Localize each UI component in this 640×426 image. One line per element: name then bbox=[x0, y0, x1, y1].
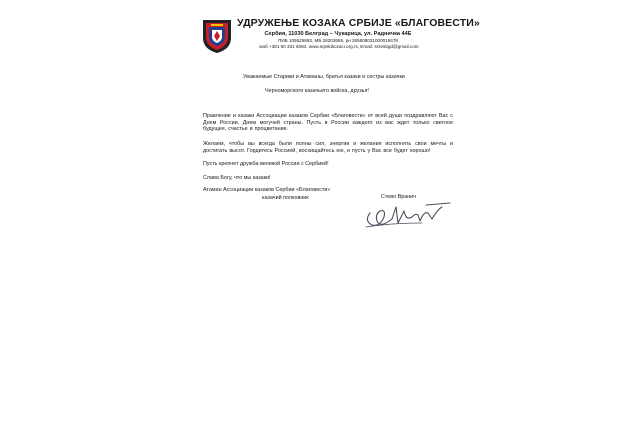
salutation-line-2: Черноморского казачьего войска, друзья! bbox=[265, 88, 369, 94]
org-address: Сербия, 11030 Белград – Чукарица, ул. Радничка 44Е bbox=[264, 31, 412, 37]
org-name: УДРУЖЕЊЕ КОЗАКА СРБИЈЕ «БЛАГОВЕСТИ» bbox=[237, 17, 480, 29]
signatory-name: Стево Вранич bbox=[381, 194, 416, 200]
salutation: Уважаемые Старики и Атаманы, братья казаки и сестры казачки bbox=[243, 74, 405, 80]
paragraph-greeting: Правление и казаки Ассоциации казаков Сербии «Благовести» от всей души поздравляют Вас с Днем России, Днем могучей страны. Пусть в России каждого из вас ждет только светлое будущее, счастье и процветание. bbox=[203, 113, 453, 133]
paragraph-wishes: Желаем, чтобы вы всегда были полны сил, энергии и желания исполнять свои мечты и достигать высот. Гордитесь Россией, восхищайтесь ею, и пусть у Вас все будет хорошо! bbox=[203, 141, 453, 154]
signatory-title: Атаман Ассоциации казаков Сербии «Благовести» bbox=[203, 187, 331, 193]
signatory-rank: казачий полковник bbox=[262, 195, 309, 201]
glory-line: Слава Богу, что мы казаки! bbox=[203, 175, 271, 181]
handwritten-signature-icon bbox=[362, 199, 454, 229]
org-ids: ПИБ 109525863, МБ 28203659, рн 265608031000019478 bbox=[278, 38, 398, 43]
org-contacts: моб +381 60 331 6084, www.srpskikozaci.org.rs, Email: srsesbgd@gmail.com bbox=[259, 44, 419, 49]
friendship-line: Пусть крепнет дружба великой России с Сербией! bbox=[203, 161, 329, 167]
cossack-emblem-icon bbox=[201, 18, 233, 54]
